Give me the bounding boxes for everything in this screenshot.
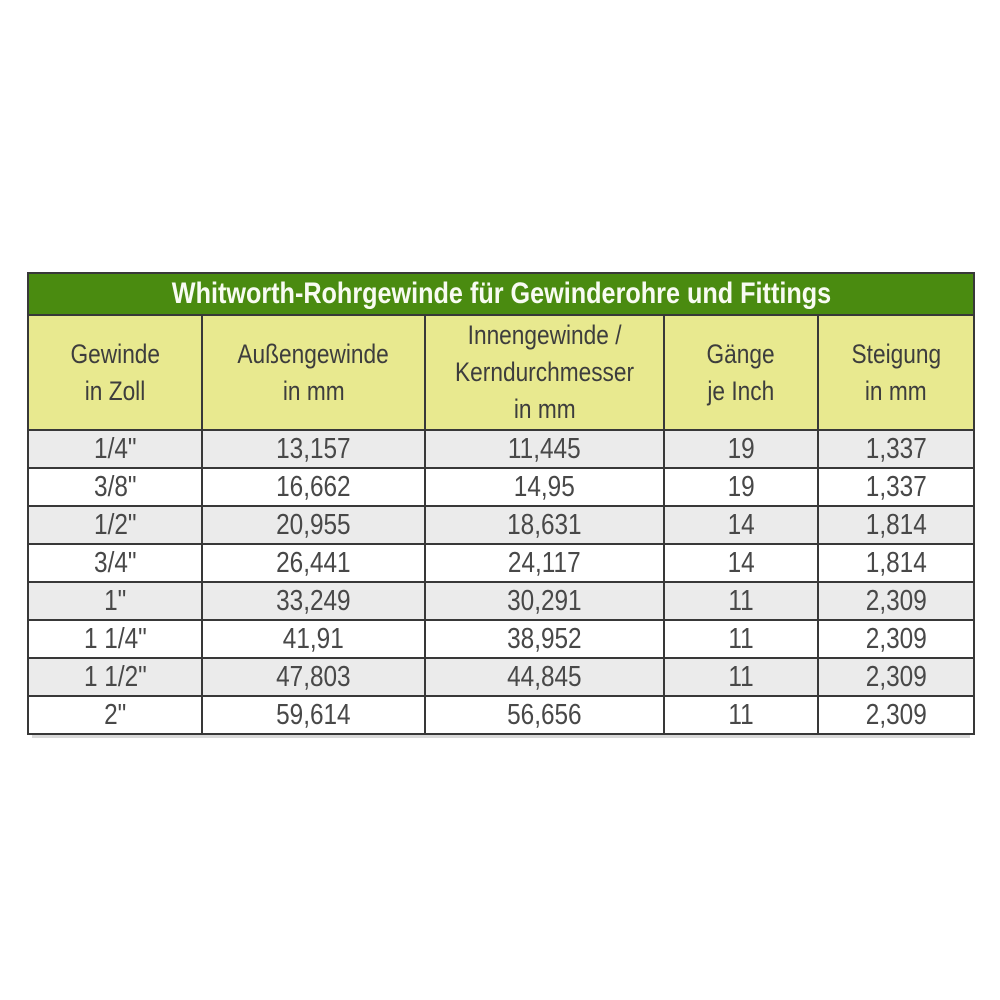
cell-value: 13,157 xyxy=(276,432,351,465)
cell-value: 30,291 xyxy=(507,584,582,617)
cell-aussengewinde-mm xyxy=(202,696,425,734)
cell-gewinde-zoll xyxy=(28,544,202,582)
table-row xyxy=(28,506,974,544)
table-title-text: Whitworth-Rohrgewinde für Gewinderohre und Fittings xyxy=(171,277,831,310)
column-header-line xyxy=(29,373,201,410)
cell-value: 11 xyxy=(728,660,754,693)
table-title xyxy=(28,273,974,315)
cell-value: 1" xyxy=(103,584,127,617)
cell-value: 38,952 xyxy=(507,622,582,655)
cell-value: 2,309 xyxy=(865,584,927,617)
column-header-text: in mm xyxy=(513,394,576,424)
cell-value: 56,656 xyxy=(507,698,582,731)
cell-value: 2,309 xyxy=(865,698,927,731)
column-header-steigung xyxy=(818,315,974,430)
cell-aussengewinde-mm xyxy=(202,468,425,506)
cell-value: 44,845 xyxy=(507,660,582,693)
cell-gaenge-je-inch xyxy=(664,544,818,582)
cell-value: 2,309 xyxy=(865,660,927,693)
cell-value: 24,117 xyxy=(508,546,581,579)
column-header-text: in Zoll xyxy=(84,375,146,406)
column-header-text: Innengewinde / xyxy=(467,320,622,350)
cell-innengewinde-mm xyxy=(425,468,664,506)
cell-steigung-mm xyxy=(818,582,974,620)
cell-value: 41,91 xyxy=(283,622,344,655)
cell-gewinde-zoll xyxy=(28,696,202,734)
cell-steigung-mm xyxy=(818,696,974,734)
cell-innengewinde-mm xyxy=(425,658,664,696)
table-row xyxy=(28,696,974,734)
column-header-line xyxy=(426,391,663,428)
cell-innengewinde-mm xyxy=(425,620,664,658)
cell-steigung-mm xyxy=(818,620,974,658)
cell-gewinde-zoll xyxy=(28,430,202,468)
column-header-line xyxy=(819,336,973,373)
column-header-gaenge-je-inch xyxy=(664,315,818,430)
cell-value: 2" xyxy=(103,698,127,731)
cell-value: 14 xyxy=(727,508,755,541)
column-header-line xyxy=(426,317,663,354)
cell-steigung-mm xyxy=(818,430,974,468)
column-header-innengewinde-kerndurchmesser xyxy=(425,315,664,430)
table-row xyxy=(28,620,974,658)
cell-steigung-mm xyxy=(818,544,974,582)
cell-value: 18,631 xyxy=(507,508,582,541)
cell-value: 11 xyxy=(728,584,754,617)
cell-value: 14 xyxy=(727,546,755,579)
cell-value: 2,309 xyxy=(865,622,927,655)
cell-value: 19 xyxy=(727,470,755,503)
cell-value: 11 xyxy=(728,698,754,731)
cell-value: 1/4" xyxy=(93,432,137,465)
cell-aussengewinde-mm xyxy=(202,506,425,544)
column-header-aussengewinde xyxy=(202,315,425,430)
cell-aussengewinde-mm xyxy=(202,658,425,696)
cell-steigung-mm xyxy=(818,468,974,506)
cell-value: 33,249 xyxy=(276,584,351,617)
cell-value: 1,337 xyxy=(865,432,927,465)
column-header-text: je Inch xyxy=(707,375,775,406)
cell-value: 11 xyxy=(728,622,754,655)
cell-innengewinde-mm xyxy=(425,430,664,468)
table-row xyxy=(28,544,974,582)
table-body xyxy=(28,430,974,734)
table-row xyxy=(28,658,974,696)
column-header-line xyxy=(665,336,817,373)
cell-gaenge-je-inch xyxy=(664,658,818,696)
cell-value: 1,814 xyxy=(865,508,927,541)
table-head xyxy=(28,273,974,430)
column-header-text: Außengewinde xyxy=(237,338,390,369)
table-row xyxy=(28,430,974,468)
table-title-row xyxy=(28,273,974,315)
cell-value: 1/2" xyxy=(93,508,137,541)
cell-value: 3/8" xyxy=(93,470,137,503)
cell-value: 11,445 xyxy=(508,432,581,465)
column-header-gewinde-in-zoll xyxy=(28,315,202,430)
cell-value: 1 1/2" xyxy=(83,660,147,693)
column-header-text: Kerndurchmesser xyxy=(455,357,634,387)
column-header-line xyxy=(819,373,973,410)
cell-aussengewinde-mm xyxy=(202,430,425,468)
cell-value: 59,614 xyxy=(276,698,351,731)
cell-gaenge-je-inch xyxy=(664,430,818,468)
cell-innengewinde-mm xyxy=(425,696,664,734)
cell-value: 19 xyxy=(727,432,755,465)
column-header-line xyxy=(29,336,201,373)
cell-gaenge-je-inch xyxy=(664,696,818,734)
column-header-text: Steigung xyxy=(851,338,941,369)
table-row xyxy=(28,468,974,506)
cell-gaenge-je-inch xyxy=(664,468,818,506)
cell-innengewinde-mm xyxy=(425,582,664,620)
cell-gewinde-zoll xyxy=(28,582,202,620)
column-header-line xyxy=(426,354,663,391)
cell-gaenge-je-inch xyxy=(664,582,818,620)
cell-gewinde-zoll xyxy=(28,620,202,658)
cell-aussengewinde-mm xyxy=(202,544,425,582)
column-header-text: in mm xyxy=(865,375,927,406)
cell-steigung-mm xyxy=(818,506,974,544)
column-header-line xyxy=(665,373,817,410)
column-header-line xyxy=(203,336,424,373)
cell-value: 16,662 xyxy=(276,470,351,503)
cell-steigung-mm xyxy=(818,658,974,696)
cell-value: 1,814 xyxy=(865,546,927,579)
cell-aussengewinde-mm xyxy=(202,582,425,620)
column-header-text: Gewinde xyxy=(70,338,160,369)
cell-innengewinde-mm xyxy=(425,544,664,582)
cell-value: 14,95 xyxy=(514,470,575,503)
column-header-text: Gänge xyxy=(706,338,776,369)
cell-value: 47,803 xyxy=(276,660,351,693)
cell-aussengewinde-mm xyxy=(202,620,425,658)
cell-value: 1 1/4" xyxy=(83,622,147,655)
cell-value: 1,337 xyxy=(865,470,927,503)
cell-gaenge-je-inch xyxy=(664,506,818,544)
table-header-row xyxy=(28,315,974,430)
cell-value: 3/4" xyxy=(93,546,137,579)
cell-value: 26,441 xyxy=(276,546,351,579)
cell-gewinde-zoll xyxy=(28,506,202,544)
whitworth-thread-table xyxy=(27,272,975,735)
cell-innengewinde-mm xyxy=(425,506,664,544)
cell-gewinde-zoll xyxy=(28,468,202,506)
cell-value: 20,955 xyxy=(276,508,351,541)
table-row xyxy=(28,582,974,620)
cell-gewinde-zoll xyxy=(28,658,202,696)
column-header-text: in mm xyxy=(282,375,345,406)
column-header-line xyxy=(203,373,424,410)
cell-gaenge-je-inch xyxy=(664,620,818,658)
